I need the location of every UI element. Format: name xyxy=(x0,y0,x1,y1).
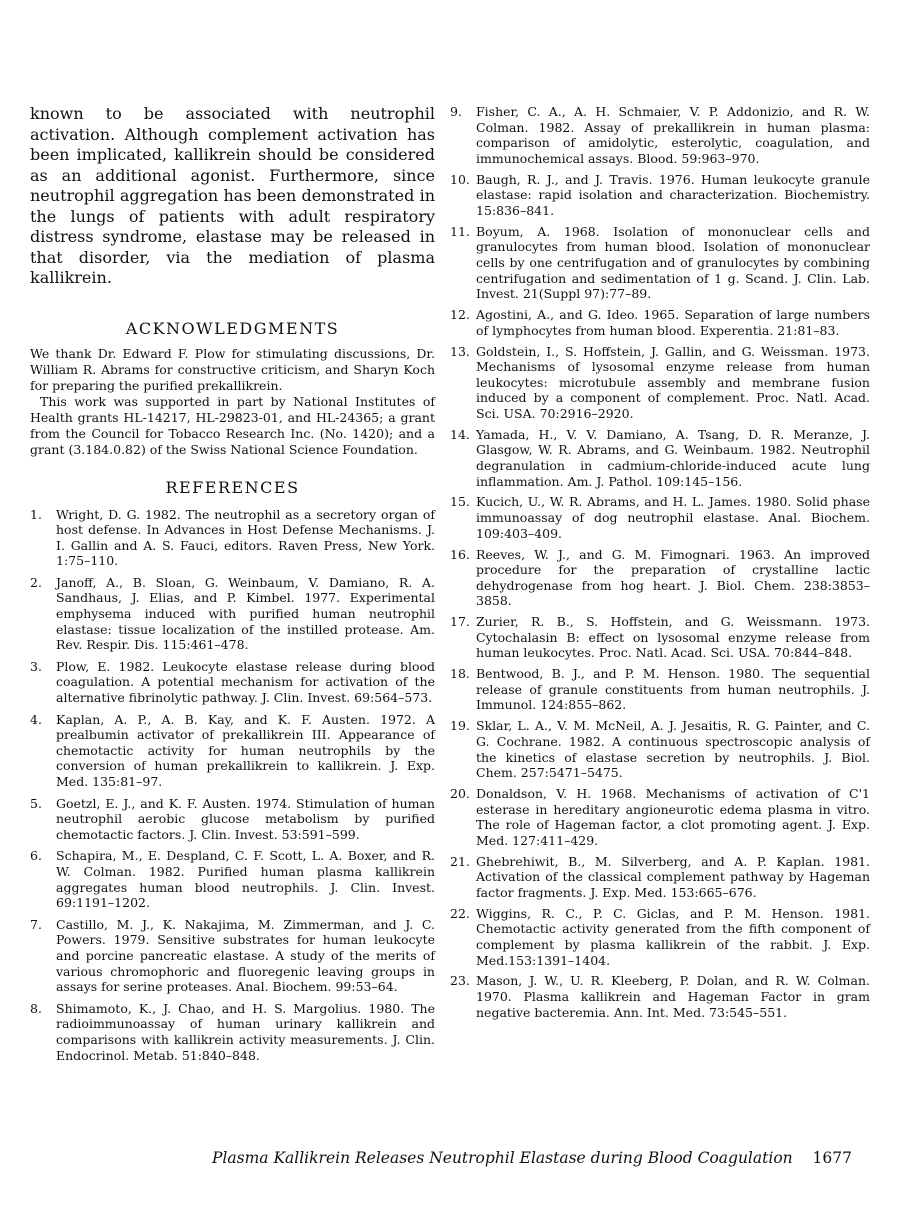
acknowledgments-paragraph: We thank Dr. Edward F. Plow for stimulating discussions, Dr. William R. Abrams for constructive criticism, and Sharyn Koch for preparing the purified prekallikrein. xyxy=(30,345,435,393)
reference-item xyxy=(450,906,870,968)
reference-item xyxy=(450,104,870,166)
reference-text: Donaldson, V. H. 1968. Mechanisms of activation of C'1 esterase in hereditary angioneurotic edema plasma in vitro. The role of Hageman factor, a clot promoting agent. J. Exp. Med. 127:411–429. xyxy=(476,786,870,848)
page-number: 1677 xyxy=(812,1149,852,1167)
reference-number: 13. xyxy=(450,343,470,359)
reference-item xyxy=(450,224,870,302)
reference-item xyxy=(450,854,870,901)
reference-item xyxy=(450,666,870,713)
reference-text: Ghebrehiwit, B., M. Silverberg, and A. P. Kaplan. 1981. Activation of the classical complement pathway by Hageman factor fragments. J. Exp. Med. 153:665–676. xyxy=(476,853,870,900)
reference-text: Janoff, A., B. Sloan, G. Weinbaum, V. Damiano, R. A. Sandhaus, J. Elias, and P. Kimbel. 1977. Experimental emphysema induced with purified human neutrophil elastase: tissue localization of the instilled protease. Am. Rev. Respir. Dis. 115:461–478. xyxy=(56,574,435,653)
reference-text: Castillo, M. J., K. Nakajima, M. Zimmerman, and J. C. Powers. 1979. Sensitive substrates for human leukocyte and porcine pancreatic elastase. A study of the merits of various chromophoric and fluoregenic leaving groups in assays for serine proteases. Anal. Biochem. 99:53–64. xyxy=(56,916,435,995)
reference-number: 12. xyxy=(450,307,470,323)
reference-item xyxy=(450,307,870,338)
reference-text: Wiggins, R. C., P. C. Giclas, and P. M. Henson. 1981. Chemotactic activity generated from the fifth component of complement by plasma kallikrein of the rabbit. J. Exp. Med.153:1391–1404. xyxy=(476,905,870,968)
reference-text: Yamada, H., V. V. Damiano, A. Tsang, D. R. Meranze, J. Glasgow, W. R. Abrams, and G. Weinbaum. 1982. Neutrophil degranulation in cadmium-chloride-induced acute lung inflammation. Am. J. Pathol. 109:145–156. xyxy=(476,426,870,489)
running-title: Plasma Kallikrein Releases Neutrophil Elastase during Blood Coagulation xyxy=(212,1149,793,1167)
reference-item xyxy=(450,614,870,661)
reference-text: Goetzl, E. J., and K. F. Austen. 1974. Stimulation of human neutrophil aerobic glucose metabolism by purified chemotactic factors. J. Clin. Invest. 53:591–599. xyxy=(56,795,435,842)
reference-item xyxy=(450,718,870,780)
reference-number: 3. xyxy=(30,658,42,674)
reference-number: 19. xyxy=(450,718,470,734)
acknowledgments-heading: ACKNOWLEDGMENTS xyxy=(125,318,340,338)
page-footer xyxy=(212,1149,852,1167)
reference-item xyxy=(450,973,870,1020)
reference-text: Fisher, C. A., A. H. Schmaier, V. P. Addonizio, and R. W. Colman. 1982. Assay of prekallikrein in human plasma: comparison of amidolytic, esterolytic, coagulation, and immunochemical assays. Blood. 59:963–970. xyxy=(476,104,870,166)
reference-text: Kucich, U., W. R. Abrams, and H. L. James. 1980. Solid phase immunoassay of dog neutrophil elastase. Anal. Biochem. 109:403–409. xyxy=(476,494,870,541)
reference-number: 22. xyxy=(450,905,470,921)
left-column xyxy=(30,104,435,1069)
reference-text: Agostini, A., and G. Ideo. 1965. Separation of large numbers of lymphocytes from human blood. Experentia. 21:81–83. xyxy=(476,307,870,338)
reference-number: 8. xyxy=(30,1000,42,1016)
reference-item xyxy=(30,712,435,790)
reference-item xyxy=(30,848,435,910)
reference-number: 17. xyxy=(450,614,470,630)
funding-paragraph: This work was supported in part by National Institutes of Health grants HL-14217, HL-29823-01, and HL-24365; a grant from the Council for Tobacco Research Inc. (No. 1420); and a grant (3.184.0.82) of the Swiss National Science Foundation. xyxy=(30,393,435,457)
reference-item xyxy=(450,427,870,489)
reference-item xyxy=(30,507,435,569)
reference-text: Plow, E. 1982. Leukocyte elastase release during blood coagulation. A potential mechanism for activation of the alternative fibrinolytic pathway. J. Clin. Invest. 69:564–573. xyxy=(56,658,435,706)
reference-item xyxy=(30,1001,435,1063)
references-list-right xyxy=(450,104,870,1020)
reference-number: 20. xyxy=(450,786,470,802)
references-heading: REFERENCES xyxy=(165,477,300,497)
reference-text: Boyum, A. 1968. Isolation of mononuclear cells and granulocytes from human blood. Isolation of mononuclear cells by one centrifugation and of granulocytes by combining centrifugation and sedimentation of 1 g. Scand. J. Clin. Lab. Invest. 21(Suppl 97):77–89. xyxy=(476,223,870,302)
reference-number: 11. xyxy=(450,223,470,239)
reference-item xyxy=(30,917,435,995)
reference-number: 6. xyxy=(30,848,42,864)
reference-number: 23. xyxy=(450,973,470,989)
reference-text: Sklar, L. A., V. M. McNeil, A. J. Jesaitis, R. G. Painter, and C. G. Cochrane. 1982. A continuous spectroscopic analysis of the kinetics of elastase secretion by neutrophils. J. Biol. Chem. 257:5471–5475. xyxy=(476,718,870,781)
reference-number: 21. xyxy=(450,853,470,869)
reference-text: Kaplan, A. P., A. B. Kay, and K. F. Austen. 1972. A prealbumin activator of prekallikrein III. Appearance of chemotactic activity for human neutrophils by the conversion of human prekallikrein to kallikrein. J. Exp. Med. 135:81–97. xyxy=(56,711,435,789)
reference-number: 4. xyxy=(30,711,42,727)
reference-text: Shimamoto, K., J. Chao, and H. S. Margolius. 1980. The radioimmunoassay of human urinary kallikrein and comparisons with kallikrein activity measurements. J. Clin. Endocrinol. Metab. 51:840–848. xyxy=(56,1000,435,1063)
reference-text: Goldstein, I., S. Hoffstein, J. Gallin, and G. Weissman. 1973. Mechanisms of lysosomal enzyme release from human leukocytes: microtubule assembly and membrane fusion induced by a component of complement. Proc. Natl. Acad. Sci. USA. 70:2916–2920. xyxy=(476,343,870,421)
reference-number: 16. xyxy=(450,546,470,562)
references-list-left xyxy=(30,507,435,1064)
reference-number: 9. xyxy=(450,104,462,119)
reference-item xyxy=(450,786,870,848)
reference-item xyxy=(30,575,435,653)
reference-item xyxy=(30,659,435,706)
reference-item xyxy=(450,547,870,609)
reference-text: Baugh, R. J., and J. Travis. 1976. Human leukocyte granule elastase: rapid isolation and characterization. Biochemistry. 15:836–841. xyxy=(476,171,870,218)
reference-text: Schapira, M., E. Despland, C. F. Scott, L. A. Boxer, and R. W. Colman. 1982. Purified human plasma kallikrein aggregates human blood neutrophils. J. Clin. Invest. 69:1191–1202. xyxy=(56,848,435,911)
reference-text: Bentwood, B. J., and P. M. Henson. 1980. The sequential release of granule constituents from human neutrophils. J. Immunol. 124:855–862. xyxy=(476,666,870,713)
reference-number: 2. xyxy=(30,574,42,590)
reference-item xyxy=(450,172,870,219)
reference-number: 10. xyxy=(450,171,470,187)
reference-number: 1. xyxy=(30,506,42,522)
reference-text: Mason, J. W., U. R. Kleeberg, P. Dolan, and R. W. Colman. 1970. Plasma kallikrein and Hageman Factor in gram negative bacteremia. Ann. Int. Med. 73:545–551. xyxy=(476,973,870,1020)
reference-text: Zurier, R. B., S. Hoffstein, and G. Weissmann. 1973. Cytochalasin B: effect on lysosomal enzyme release from human leukocytes. Proc. Natl. Acad. Sci. USA. 70:844–848. xyxy=(476,614,870,661)
reference-number: 18. xyxy=(450,666,470,682)
right-column xyxy=(450,104,870,1026)
reference-text: Reeves, W. J., and G. M. Fimognari. 1963. An improved procedure for the preparation of crystalline lactic dehydrogenase from hog heart. J. Biol. Chem. 238:3853–3858. xyxy=(476,546,870,609)
reference-item xyxy=(30,796,435,843)
intro-paragraph: known to be associated with neutrophil activation. Although complement activation has been implicated, kallikrein should be considered as an additional agonist. Furthermore, since neutrophil aggregation has been demonstrated in the lungs of patients with adult respiratory distress syndrome, elastase may be released in that disorder, via the mediation of plasma kallikrein. xyxy=(30,104,435,287)
reference-number: 5. xyxy=(30,795,42,811)
reference-number: 14. xyxy=(450,426,470,442)
reference-number: 15. xyxy=(450,494,470,510)
reference-text: Wright, D. G. 1982. The neutrophil as a secretory organ of host defense. In Advances in Host Defense Mechanisms. J. I. Gallin and A. S. Fauci, editors. Raven Press, New York. 1:75–110. xyxy=(56,506,435,569)
reference-number: 7. xyxy=(30,916,42,932)
reference-item xyxy=(450,344,870,422)
reference-item xyxy=(450,494,870,541)
